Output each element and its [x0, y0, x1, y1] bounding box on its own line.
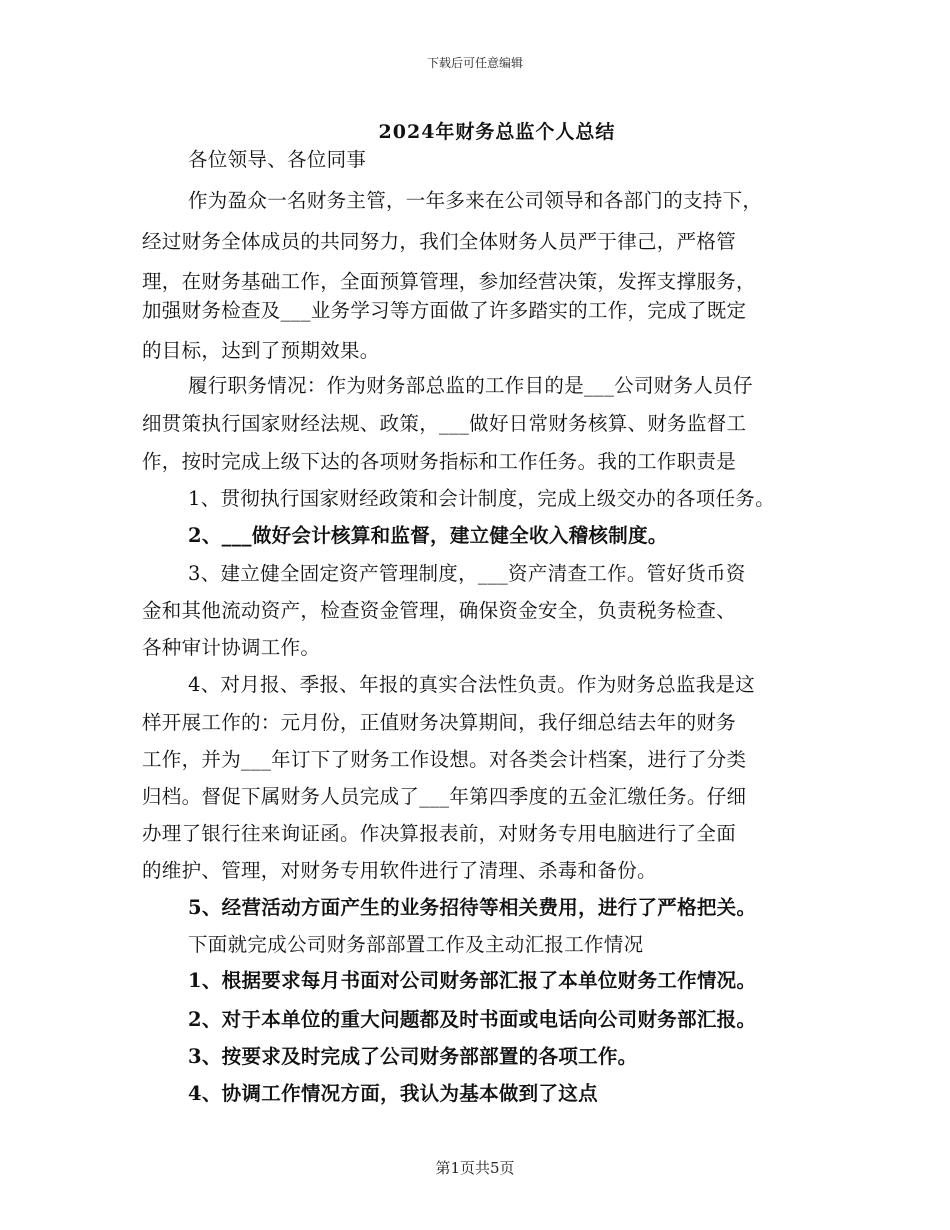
- paragraph-line: 4、对月报、季报、年报的真实合法性负责。作为财务总监我是这: [188, 673, 756, 696]
- paragraph-line: 下面就完成公司财务部部置工作及主动汇报工作情况: [188, 933, 644, 956]
- paragraph-line: 1、贯彻执行国家财经政策和会计制度，完成上级交办的各项任务。: [188, 487, 775, 510]
- paragraph-line: 各位领导、各位同事: [188, 148, 367, 171]
- paragraph-line: 的维护、管理，对财务专用软件进行了清理、杀毒和备份。: [142, 859, 657, 882]
- header-note: 下载后可任意编辑: [426, 56, 523, 70]
- paragraph-line: 归档。督促下属财务人员完成了___年第四季度的五金汇缴任务。仔细: [142, 785, 747, 808]
- paragraph-line: 2、___做好会计核算和监督，建立健全收入稽核制度。: [188, 524, 668, 547]
- page-footer: 第1页共5页: [435, 1159, 515, 1177]
- paragraph-line: 金和其他流动资产，检查资金管理，确保资金安全，负责税务检查、: [142, 599, 737, 622]
- paragraph-line: 办理了银行往来询证函。作决算报表前，对财务专用电脑进行了全面: [142, 822, 737, 845]
- paragraph-line: 作，按时完成上级下达的各项财务指标和工作任务。我的工作职责是: [142, 450, 737, 473]
- paragraph-line: 作为盈众一名财务主管，一年多来在公司领导和各部门的支持下，: [188, 189, 763, 212]
- paragraph-line: 加强财务检查及___业务学习等方面做了许多踏实的工作，完成了既定: [142, 299, 747, 322]
- document-title: 2024年财务总监个人总结: [378, 121, 616, 143]
- paragraph-line: 4、协调工作情况方面，我认为基本做到了这点: [188, 1082, 598, 1105]
- paragraph-line: 理，在财务基础工作，全面预算管理，参加经营决策，发挥支撑服务，: [142, 270, 756, 293]
- paragraph-line: 工作，并为___年订下了财务工作设想。对各类会计档案，进行了分类: [142, 748, 747, 771]
- paragraph-line: 2、对于本单位的重大问题都及时书面或电话向公司财务部汇报。: [188, 1008, 757, 1031]
- paragraph-line: 1、根据要求每月书面对公司财务部汇报了本单位财务工作情况。: [188, 969, 757, 992]
- paragraph-line: 经过财务全体成员的共同努力，我们全体财务人员严于律己，严格管: [142, 230, 737, 253]
- paragraph-line: 履行职务情况：作为财务部总监的工作目的是___公司财务人员仔: [188, 374, 753, 397]
- paragraph-line: 样开展工作的：元月份，正值财务决算期间，我仔细总结去年的财务: [142, 711, 737, 734]
- paragraph-line: 细贯策执行国家财经法规、政策，___做好日常财务核算、财务监督工: [142, 412, 747, 435]
- paragraph-line: 的目标，达到了预期效果。: [142, 339, 380, 362]
- paragraph-line: 5、经营活动方面产生的业务招待等相关费用，进行了严格把关。: [188, 896, 757, 919]
- paragraph-line: 3、建立健全固定资产管理制度，___资产清查工作。管好货币资: [188, 562, 746, 585]
- paragraph-line: 3、按要求及时完成了公司财务部部置的各项工作。: [188, 1045, 638, 1068]
- paragraph-line: 各种审计协调工作。: [142, 636, 321, 659]
